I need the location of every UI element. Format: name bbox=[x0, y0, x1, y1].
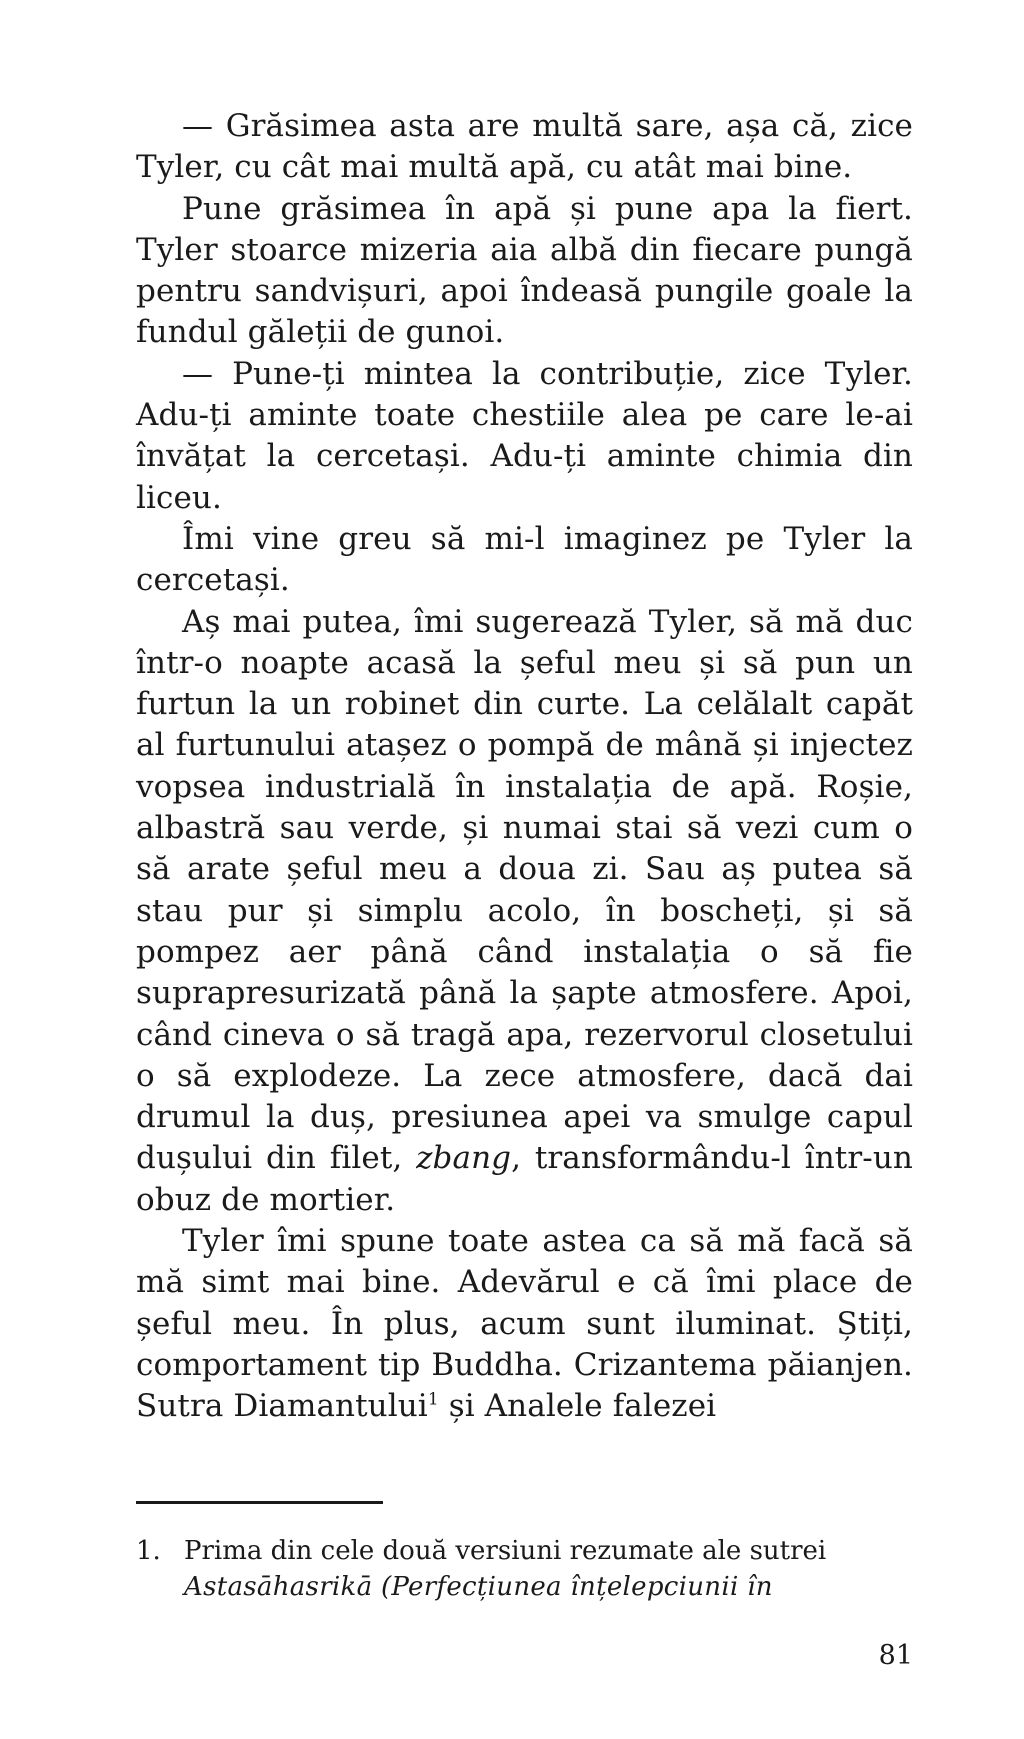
footnote-line bbox=[136, 1533, 913, 1569]
paragraph: Îmi vine greu să mi-l imaginez pe Tyler la cercetași. bbox=[136, 520, 913, 599]
paragraph-text: Tyler îmi spune toate astea ca să mă facă să mă simt mai bine. Adevărul e că îmi place de șeful meu. În plus, acum sunt iluminat. Știți, comportament tip Buddha. Crizantema păianjen. Sutra Diamantului bbox=[136, 1223, 913, 1425]
page-number: 81 bbox=[878, 1640, 913, 1671]
paragraph-text: , transformându-l într-un obuz de mortier. bbox=[136, 1140, 913, 1218]
paragraph-text: Aș mai putea, îmi sugerează Tyler, să mă duc într-o noapte acasă la șeful meu și să pun un furtun la un robinet din curte. La celălalt capăt al furtunului atașez o pompă de mână și injectez vopsea industrială în instalația de apă. Roșie, albastră sau verde, și numai stai să vezi cum o să arate șeful meu a doua zi. Sau aș putea să stau pur și simplu acolo, în boscheți, și să pompez aer până când instalația o să fie suprapresurizată până la șapte atmosfere. Apoi, când cineva o să tragă apa, rezervorul closetului o să explodeze. La zece atmosfere, dacă dai drumul la duș, presiunea apei va smulge capul dușului din filet, bbox=[136, 603, 913, 1177]
footnote-text: Astasāhasrikā (Perfecțiunea înțelepciunii în bbox=[184, 1572, 773, 1602]
paragraph bbox=[136, 1221, 913, 1427]
footnote-number: 1. bbox=[136, 1536, 161, 1566]
paragraph-text: și Analele falezei bbox=[438, 1388, 717, 1425]
emphasized-word: zbang bbox=[416, 1140, 512, 1177]
paragraph: — Grăsimea asta are multă sare, așa că, zice Tyler, cu cât mai multă apă, cu atât mai bine. bbox=[136, 108, 913, 186]
footnote-text: Prima din cele două versiuni rezumate ale sutrei bbox=[184, 1536, 827, 1566]
footnote-divider bbox=[136, 1501, 383, 1504]
body-text bbox=[136, 106, 913, 1428]
paragraph: Pune grăsimea în apă și pune apa la fiert. Tyler stoarce mizeria aia albă din fiecare pungă pentru sandvișuri, apoi îndeasă pungile goale la fundul găleții de gunoi. bbox=[136, 190, 913, 351]
paragraph: — Pune-ți mintea la contribuție, zice Tyler. Adu-ți aminte toate chestiile alea pe care le-ai învățat la cercetași. Adu-ți aminte chimia din liceu. bbox=[136, 355, 913, 516]
footnote bbox=[136, 1533, 913, 1605]
footnote-reference: 1 bbox=[427, 1389, 439, 1410]
paragraph bbox=[136, 602, 913, 1221]
